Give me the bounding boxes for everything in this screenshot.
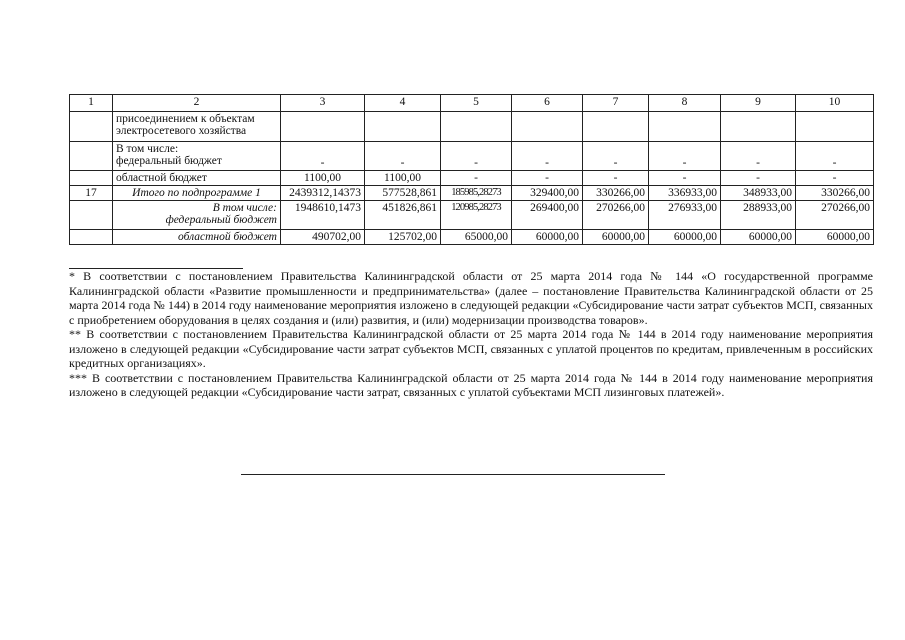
col-header: 1	[70, 95, 113, 112]
row-sublabel: федеральный бюджет	[116, 155, 222, 167]
value-cell: 330266,00	[796, 186, 874, 201]
value-cell: 270266,00	[583, 201, 649, 230]
row-name-cell	[113, 142, 281, 171]
col-header: 8	[649, 95, 721, 112]
row-name-cell: Итого по подпрограмме 1	[113, 186, 281, 201]
value-cell: 451826,861	[365, 201, 441, 230]
value-cell: 1100,00	[365, 171, 441, 186]
budget-table	[69, 94, 874, 245]
footnote-2: ** В соответствии с постановлением Правительства Калининградской области от 25 марта 2014 года № 144 в 2014 году наименование мероприятия изложено в следующей редакции «Субсидирование части затрат субъектов МСП, связанных с уплатой процентов по кредитам, привлеченным в российских кредитных организациях».	[69, 327, 873, 370]
col-header: 10	[796, 95, 874, 112]
end-of-document-line	[241, 474, 665, 475]
col-header: 4	[365, 95, 441, 112]
value-cell: 120985,28273	[441, 201, 512, 230]
value-cell	[796, 112, 874, 142]
value-cell: -	[796, 142, 874, 171]
value-cell	[512, 112, 583, 142]
row-number-cell	[70, 171, 113, 186]
value-cell: 490702,00	[281, 230, 365, 245]
row-number-cell	[70, 201, 113, 230]
col-header: 5	[441, 95, 512, 112]
value-cell: 60000,00	[721, 230, 796, 245]
value-cell	[365, 112, 441, 142]
footnote-3: *** В соответствии с постановлением Правительства Калининградской области от 25 марта 2014 года № 144 в 2014 году наименование мероприятия изложено в следующей редакции «Субсидирование части затрат, связанных с уплатой субъектами МСП лизинговых платежей».	[69, 370, 873, 399]
row-number-cell	[70, 112, 113, 142]
value-cell: -	[721, 171, 796, 186]
row-label: В том числе:	[116, 143, 179, 155]
value-cell: 60000,00	[583, 230, 649, 245]
value-cell: -	[512, 142, 583, 171]
value-cell: 330266,00	[583, 186, 649, 201]
table-row-total	[70, 186, 874, 201]
value-cell	[441, 112, 512, 142]
value-cell: -	[649, 171, 721, 186]
row-label: В том числе:	[212, 202, 277, 214]
col-header: 3	[281, 95, 365, 112]
value-cell: -	[583, 142, 649, 171]
value-cell	[721, 112, 796, 142]
value-cell: -	[441, 171, 512, 186]
value-cell: -	[281, 142, 365, 171]
value-cell: 1100,00	[281, 171, 365, 186]
col-header: 6	[512, 95, 583, 112]
col-header: 2	[113, 95, 281, 112]
value-cell: 125702,00	[365, 230, 441, 245]
value-cell: 336933,00	[649, 186, 721, 201]
value-cell: 185985,28273	[441, 186, 512, 201]
table-header-row	[70, 95, 874, 112]
value-cell: 1948610,1473	[281, 201, 365, 230]
value-cell: 60000,00	[512, 230, 583, 245]
value-cell: 329400,00	[512, 186, 583, 201]
footnote-1: * В соответствии с постановлением Правительства Калининградской области от 25 марта 2014 года № 144 «О государственной программе Калининградской области «Развитие промышленности и предпринимательства» (далее – постановление Правительства Калининградской области от 25 марта 2014 года № 144) в 2014 году наименование мероприятия изложено в следующей редакции «Субсидирование части затрат субъектов МСП, связанных с приобретением оборудования в целях создания и (или) развития, и (или) модернизации производства товаров».	[69, 269, 873, 327]
row-name-cell: присоединением к объектам электросетевого хозяйства	[113, 112, 281, 142]
value-cell: 276933,00	[649, 201, 721, 230]
value-cell: -	[796, 171, 874, 186]
value-cell: 2439312,14373	[281, 186, 365, 201]
value-cell: -	[441, 142, 512, 171]
value-cell: 65000,00	[441, 230, 512, 245]
value-cell: 60000,00	[796, 230, 874, 245]
table-row	[70, 201, 874, 230]
row-number-cell	[70, 142, 113, 171]
row-sublabel: федеральный бюджет	[165, 214, 277, 226]
value-cell: 270266,00	[796, 201, 874, 230]
col-header: 7	[583, 95, 649, 112]
col-header: 9	[721, 95, 796, 112]
value-cell: -	[721, 142, 796, 171]
value-cell: 348933,00	[721, 186, 796, 201]
value-cell: 288933,00	[721, 201, 796, 230]
table-row	[70, 112, 874, 142]
value-cell: 577528,861	[365, 186, 441, 201]
value-cell	[281, 112, 365, 142]
row-name-cell: областной бюджет	[113, 230, 281, 245]
row-number-cell: 17	[70, 186, 113, 201]
value-cell: 60000,00	[649, 230, 721, 245]
value-cell: -	[512, 171, 583, 186]
value-cell	[649, 112, 721, 142]
table-row	[70, 171, 874, 186]
row-name-cell: областной бюджет	[113, 171, 281, 186]
value-cell: -	[583, 171, 649, 186]
value-cell: -	[649, 142, 721, 171]
footnotes	[69, 269, 873, 400]
table-row	[70, 230, 874, 245]
value-cell: -	[365, 142, 441, 171]
value-cell	[583, 112, 649, 142]
table-row	[70, 142, 874, 171]
row-number-cell	[70, 230, 113, 245]
row-name-cell	[113, 201, 281, 230]
value-cell: 269400,00	[512, 201, 583, 230]
